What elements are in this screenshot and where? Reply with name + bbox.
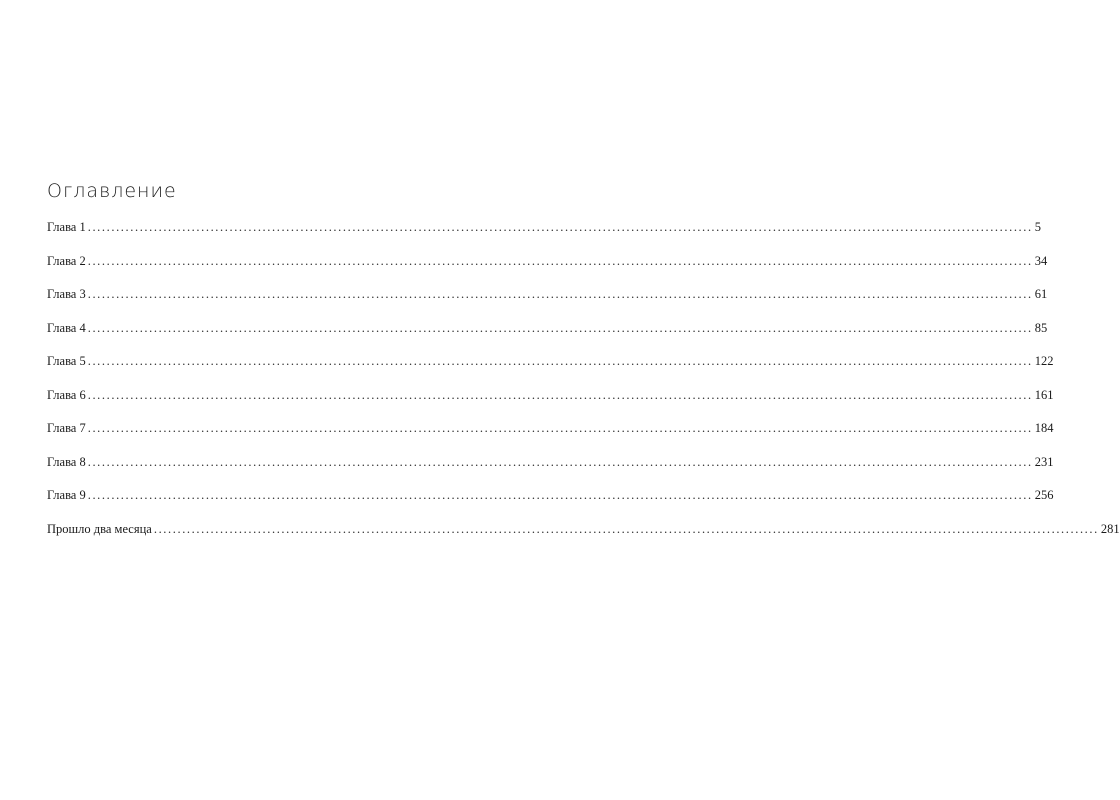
toc-entry[interactable]	[47, 421, 1054, 455]
toc-entry-page: 231	[1034, 454, 1054, 469]
toc-entry-label: Глава 9	[47, 488, 86, 502]
toc-leader-dots: ........................................................................................................................................................................................................	[87, 421, 1033, 435]
toc-entry-label: Глава 5	[47, 354, 86, 368]
toc-entry-label: Глава 7	[47, 421, 86, 435]
toc-entry[interactable]	[47, 320, 1048, 355]
toc-entry-label: Глава 8	[47, 454, 86, 469]
toc-entry-label: Глава 1	[47, 220, 86, 234]
toc-entry[interactable]	[47, 253, 1048, 288]
toc-entry[interactable]	[47, 521, 1120, 556]
toc-entry-page: 61	[1034, 287, 1048, 301]
toc-entry-page: 161	[1034, 387, 1054, 402]
toc-entry-page: 122	[1034, 354, 1054, 368]
toc-leader-dots: ........................................................................................................................................................................................................	[87, 220, 1033, 234]
toc-entry-page: 5	[1034, 220, 1041, 234]
toc-entry[interactable]	[47, 287, 1048, 321]
toc-leader-dots: ........................................................................................................................................................................................................	[153, 521, 1099, 536]
toc-leader-dots: ........................................................................................................................................................................................................	[87, 287, 1033, 301]
toc-entry[interactable]	[47, 354, 1054, 388]
toc-entry-page: 34	[1034, 253, 1048, 268]
toc-entry[interactable]	[47, 454, 1054, 489]
toc-leader-dots: ........................................................................................................................................................................................................	[87, 253, 1033, 268]
toc-list	[47, 220, 1120, 555]
toc-entry-page: 256	[1034, 488, 1054, 502]
toc-entry-label: Глава 3	[47, 287, 86, 301]
toc-entry-label: Прошло два месяца	[47, 521, 152, 536]
toc-entry-page: 85	[1034, 320, 1048, 335]
toc-leader-dots: ........................................................................................................................................................................................................	[87, 488, 1033, 502]
toc-entry-page: 281	[1100, 521, 1120, 536]
toc-entry-label: Глава 6	[47, 387, 86, 402]
toc-entry[interactable]	[47, 220, 1041, 254]
toc-entry-label: Глава 4	[47, 320, 86, 335]
toc-leader-dots: ........................................................................................................................................................................................................	[87, 454, 1033, 469]
toc-leader-dots: ........................................................................................................................................................................................................	[87, 320, 1033, 335]
toc-entry-page: 184	[1034, 421, 1054, 435]
toc-leader-dots: ........................................................................................................................................................................................................	[87, 387, 1033, 402]
toc-entry-label: Глава 2	[47, 253, 86, 268]
toc-entry[interactable]	[47, 387, 1054, 422]
toc-leader-dots: ........................................................................................................................................................................................................	[87, 354, 1033, 368]
toc-entry[interactable]	[47, 488, 1054, 522]
toc-title: Оглавление	[47, 180, 177, 202]
